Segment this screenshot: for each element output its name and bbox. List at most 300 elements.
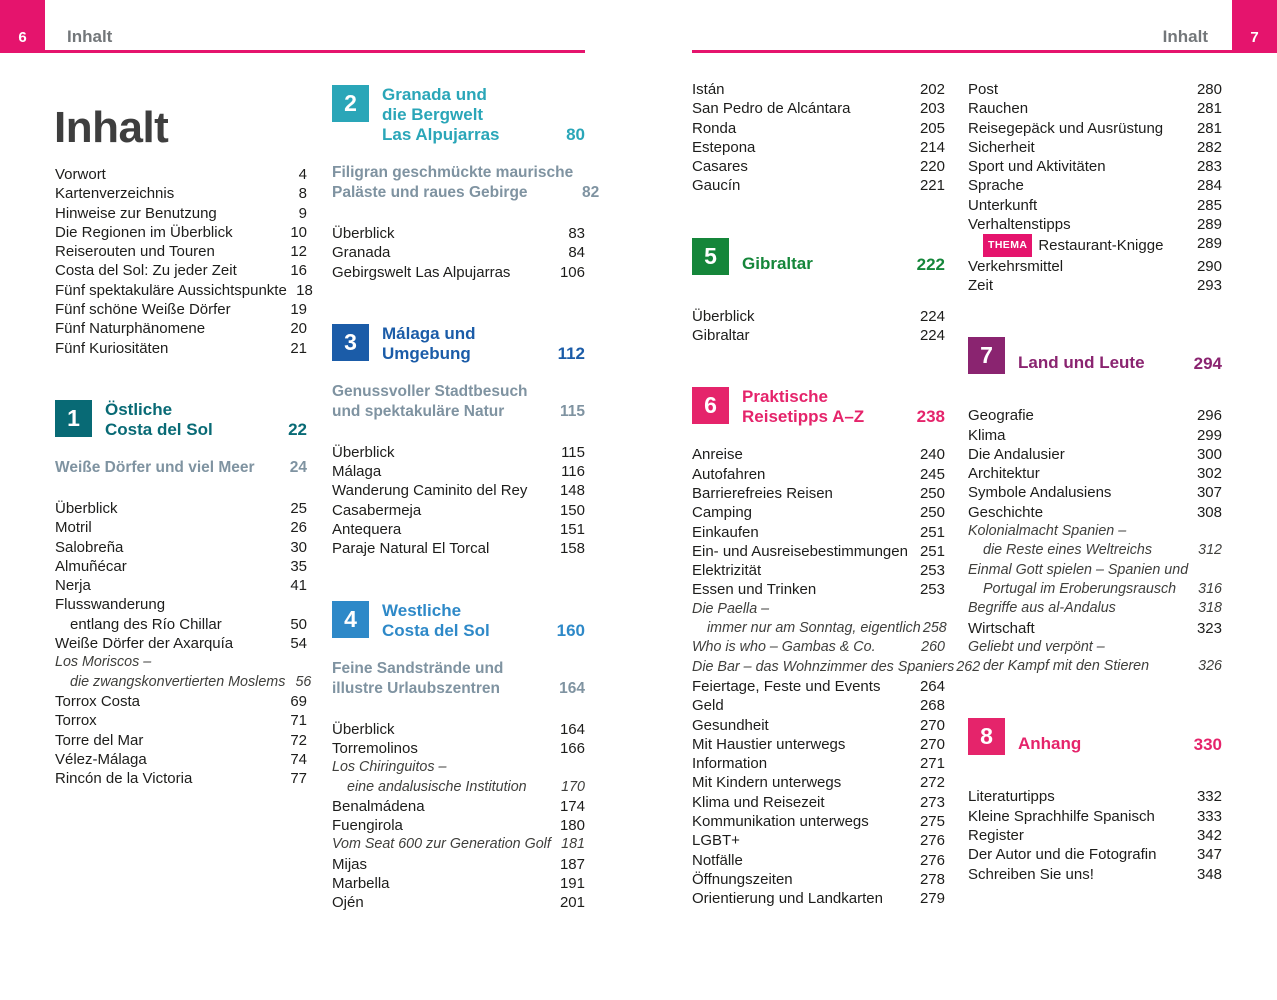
toc-entry bbox=[968, 196, 1222, 215]
toc-entry-label: Kartenverzeichnis bbox=[55, 185, 175, 203]
toc-entry-page-number: 333 bbox=[1196, 807, 1222, 825]
toc-entry bbox=[968, 176, 1222, 195]
toc-entry-label: Hinweise zur Benutzung bbox=[55, 204, 217, 222]
section-subtitle-page-number: 24 bbox=[289, 458, 307, 476]
toc-entry bbox=[692, 503, 945, 522]
toc-entry-label: entlang des Río Chillar bbox=[70, 615, 222, 633]
toc-entry-label: Estepona bbox=[692, 138, 756, 156]
toc-entry-page-number: 191 bbox=[559, 875, 585, 893]
toc-entry-label: Feiertage, Feste und Events bbox=[692, 677, 881, 695]
toc-entry-label: Ojén bbox=[332, 894, 364, 912]
toc-entry-label: Rincón de la Victoria bbox=[55, 770, 193, 788]
toc-column-3 bbox=[692, 80, 981, 909]
toc-entry bbox=[692, 542, 945, 561]
toc-entry bbox=[55, 281, 313, 300]
chapter-title bbox=[1018, 734, 1194, 755]
chapter-title-line: Las Alpujarras bbox=[382, 125, 500, 144]
chapter-heading-4 bbox=[332, 601, 585, 641]
toc-entry-label: Weiße Dörfer der Axarquía bbox=[55, 635, 234, 653]
left-header-rule bbox=[0, 50, 585, 53]
toc-entry-page-number: 307 bbox=[1196, 484, 1222, 502]
toc-entry bbox=[55, 518, 307, 537]
toc-entry-label: Salobreña bbox=[55, 538, 124, 556]
toc-entry bbox=[968, 787, 1222, 806]
toc-entry bbox=[55, 731, 307, 750]
toc-entry-page-number: 250 bbox=[919, 484, 945, 502]
toc-entry-label: Geografie bbox=[968, 407, 1034, 425]
chapter-heading-6 bbox=[692, 387, 945, 427]
toc-entry bbox=[692, 119, 945, 138]
chapter-title-line: Málaga und bbox=[382, 323, 476, 343]
toc-entry-label: Verhaltenstipps bbox=[968, 216, 1071, 234]
chapter-heading-2 bbox=[332, 85, 585, 145]
toc-entry-label: Casabermeja bbox=[332, 501, 422, 519]
toc-entry bbox=[968, 483, 1222, 502]
toc-entry-label: Reisegepäck und Ausrüstung bbox=[968, 119, 1164, 137]
section-subtitle-line: illustre Urlaubszentren bbox=[332, 679, 500, 697]
toc-entry-page-number: 285 bbox=[1196, 196, 1222, 214]
toc-entry bbox=[968, 561, 1222, 580]
toc-entry-label: Ein- und Ausreisebestimmungen bbox=[692, 542, 908, 560]
chapter-title-line: die Bergwelt bbox=[382, 105, 484, 124]
toc-entry bbox=[968, 865, 1222, 884]
toc-entry-label: Torremolinos bbox=[332, 739, 418, 757]
toc-entry bbox=[55, 692, 307, 711]
toc-entry-page-number: 54 bbox=[290, 635, 307, 653]
toc-entry-label: Schreiben Sie uns! bbox=[968, 865, 1094, 883]
toc-entry bbox=[55, 319, 307, 338]
toc-column-4 bbox=[968, 80, 1222, 884]
chapter-title-line: Praktische bbox=[742, 387, 828, 407]
toc-entry-page-number: 245 bbox=[919, 465, 945, 483]
toc-entry bbox=[692, 754, 945, 773]
toc-entry-label: Granada bbox=[332, 244, 391, 262]
toc-entry-page-number: 205 bbox=[919, 119, 945, 137]
left-page-number-box bbox=[0, 0, 45, 53]
toc-entry-label: Geld bbox=[692, 697, 724, 715]
toc-entry bbox=[332, 462, 585, 481]
toc-entry bbox=[332, 797, 585, 816]
toc-entry-page-number: 279 bbox=[919, 890, 945, 908]
toc-entry bbox=[968, 541, 1222, 560]
chapter-number-box: 1 bbox=[55, 400, 92, 437]
toc-entry bbox=[968, 845, 1222, 864]
toc-entry-label: Vorwort bbox=[55, 166, 106, 183]
toc-entry-label: eine andalusische Institution bbox=[347, 778, 527, 795]
toc-entry bbox=[332, 224, 585, 243]
toc-entry bbox=[692, 851, 945, 870]
toc-entry-page-number: 220 bbox=[919, 158, 945, 176]
toc-entry bbox=[968, 464, 1222, 483]
toc-entry-label: Kommunikation unterwegs bbox=[692, 813, 869, 831]
section-subtitle-line: Feine Sandstrände und bbox=[332, 659, 504, 677]
chapter-heading-5 bbox=[692, 238, 945, 275]
toc-entry bbox=[692, 619, 945, 638]
toc-entry bbox=[692, 580, 945, 599]
toc-entry-page-number: 56 bbox=[295, 673, 312, 690]
toc-entry-label: Unterkunft bbox=[968, 196, 1038, 214]
toc-entry-page-number: 150 bbox=[559, 501, 585, 519]
section-subtitle bbox=[332, 163, 600, 203]
toc-entry-label: Geliebt und verpönt – bbox=[968, 638, 1105, 655]
right-running-head: Inhalt bbox=[1162, 27, 1208, 46]
toc-entry-label: Motril bbox=[55, 519, 92, 537]
toc-entry-page-number: 272 bbox=[919, 774, 945, 792]
toc-entry-page-number: 221 bbox=[919, 177, 945, 195]
toc-entry-label: Who is who – Gambas & Co. bbox=[692, 639, 876, 656]
toc-entry bbox=[968, 406, 1222, 425]
toc-entry bbox=[692, 793, 945, 812]
toc-entry-page-number: 273 bbox=[919, 793, 945, 811]
chapter-number-box: 2 bbox=[332, 85, 369, 122]
toc-entry-label: Sprache bbox=[968, 177, 1024, 195]
section-subtitle-page-number: 164 bbox=[559, 679, 585, 697]
toc-entry-label: Torrox Costa bbox=[55, 692, 141, 710]
toc-entry-label: immer nur am Sonntag, eigentlich bbox=[707, 620, 921, 637]
toc-entry bbox=[968, 638, 1222, 657]
toc-entry bbox=[692, 138, 945, 157]
toc-entry bbox=[55, 711, 307, 730]
toc-entry bbox=[55, 242, 307, 261]
toc-entry bbox=[968, 426, 1222, 445]
toc-entry-label: Zeit bbox=[968, 276, 994, 294]
toc-entry bbox=[692, 889, 945, 908]
chapter-number-box: 3 bbox=[332, 324, 369, 361]
toc-entry bbox=[692, 465, 945, 484]
chapter-title-line: Anhang bbox=[1018, 734, 1082, 754]
toc-entry bbox=[968, 138, 1222, 157]
chapter-number-box: 8 bbox=[968, 718, 1005, 755]
toc-entry bbox=[692, 677, 945, 696]
toc-entry bbox=[55, 538, 307, 557]
toc-entry-label: Überblick bbox=[332, 720, 395, 738]
toc-entry-page-number: 20 bbox=[290, 320, 307, 338]
toc-entry-label: Camping bbox=[692, 504, 753, 522]
chapter-title-line: Costa del Sol bbox=[105, 419, 213, 439]
toc-entry-label: Überblick bbox=[332, 225, 395, 242]
toc-entry-page-number: 148 bbox=[559, 482, 585, 500]
toc-entry-page-number: 35 bbox=[290, 557, 307, 575]
toc-entry-label: Notfälle bbox=[692, 851, 743, 869]
toc-entry bbox=[968, 807, 1222, 826]
toc-entry bbox=[692, 326, 945, 345]
toc-entry-label: Flusswanderung bbox=[55, 596, 166, 614]
toc-entry bbox=[55, 769, 307, 788]
toc-entry-label: Kleine Sprachhilfe Spanisch bbox=[968, 807, 1155, 825]
toc-entry bbox=[55, 261, 307, 280]
toc-entry-page-number: 30 bbox=[290, 538, 307, 556]
toc-entry-page-number: 323 bbox=[1196, 619, 1222, 637]
toc-column-1 bbox=[55, 165, 313, 788]
toc-entry-page-number: 270 bbox=[919, 735, 945, 753]
toc-entry-label: Register bbox=[968, 827, 1024, 845]
toc-entry-label bbox=[968, 234, 1196, 256]
toc-entry bbox=[55, 165, 307, 184]
toc-entry-page-number: 8 bbox=[298, 185, 307, 203]
section-subtitle-line: Weiße Dörfer und viel Meer bbox=[55, 458, 255, 476]
toc-entry-label: der Kampf mit den Stieren bbox=[983, 658, 1150, 675]
toc-entry-page-number: 106 bbox=[559, 263, 585, 281]
toc-entry-label: Überblick bbox=[692, 307, 755, 325]
left-page-number: 6 bbox=[18, 29, 27, 46]
toc-entry-page-number: 69 bbox=[290, 692, 307, 710]
toc-entry-page-number: 83 bbox=[568, 225, 585, 242]
toc-entry bbox=[968, 619, 1222, 638]
toc-entry-label: Ronda bbox=[692, 119, 737, 137]
toc-entry bbox=[692, 831, 945, 850]
section-subtitle-line: Filigran geschmückte maurische bbox=[332, 164, 574, 181]
toc-entry-label: Torre del Mar bbox=[55, 731, 144, 749]
toc-entry bbox=[55, 300, 307, 319]
toc-entry-label: die zwangskonvertierten Moslems bbox=[70, 673, 286, 690]
toc-entry-page-number: 262 bbox=[956, 658, 981, 675]
toc-entry bbox=[55, 184, 307, 203]
section-subtitle bbox=[332, 659, 585, 699]
chapter-heading-8 bbox=[968, 718, 1222, 755]
chapter-title bbox=[105, 400, 288, 440]
chapter-number-box: 4 bbox=[332, 601, 369, 638]
chapter-page-number: 160 bbox=[556, 620, 585, 640]
toc-entry-label: Antequera bbox=[332, 521, 402, 539]
toc-entry-label: Gesundheit bbox=[692, 716, 769, 734]
toc-entry-label: Los Chiringuitos – bbox=[332, 759, 447, 776]
toc-entry-page-number: 268 bbox=[919, 697, 945, 715]
toc-entry bbox=[968, 276, 1222, 295]
toc-entry-page-number: 281 bbox=[1196, 100, 1222, 118]
toc-entry-page-number: 181 bbox=[561, 836, 585, 853]
toc-entry-page-number: 348 bbox=[1196, 865, 1222, 883]
chapter-page-number: 294 bbox=[1193, 354, 1222, 374]
toc-entry bbox=[968, 503, 1222, 522]
toc-entry bbox=[968, 257, 1222, 276]
toc-entry-label: Öffnungszeiten bbox=[692, 870, 793, 888]
right-page-number-box bbox=[1232, 0, 1277, 53]
toc-entry-label: Fuengirola bbox=[332, 817, 403, 835]
toc-entry bbox=[692, 157, 945, 176]
toc-entry-page-number: 289 bbox=[1196, 216, 1222, 234]
toc-entry-page-number: 332 bbox=[1196, 788, 1222, 806]
toc-entry-label: Wirtschaft bbox=[968, 619, 1035, 637]
toc-entry bbox=[332, 243, 585, 262]
section-subtitle-page-number: 115 bbox=[559, 402, 585, 420]
toc-entry bbox=[55, 576, 307, 595]
toc-entry-label: Mijas bbox=[332, 855, 368, 873]
toc-entry-page-number: 290 bbox=[1196, 257, 1222, 275]
toc-entry-label: Torrox bbox=[55, 712, 97, 730]
toc-entry-page-number: 77 bbox=[290, 770, 307, 788]
toc-entry-page-number: 164 bbox=[559, 720, 585, 738]
toc-entry-page-number: 293 bbox=[1196, 276, 1222, 294]
toc-entry-page-number: 25 bbox=[290, 499, 307, 517]
toc-entry-page-number: 299 bbox=[1196, 426, 1222, 444]
toc-entry-label: Málaga bbox=[332, 463, 382, 481]
toc-entry-page-number: 224 bbox=[919, 307, 945, 325]
toc-entry-page-number: 187 bbox=[559, 855, 585, 873]
toc-entry-label: Kolonialmacht Spanien – bbox=[968, 523, 1127, 540]
toc-entry bbox=[55, 339, 307, 358]
chapter-title bbox=[382, 324, 558, 364]
toc-column-2 bbox=[332, 85, 600, 913]
toc-entry-page-number: 281 bbox=[1196, 119, 1222, 137]
toc-entry bbox=[968, 580, 1222, 599]
chapter-page-number: 80 bbox=[566, 125, 585, 144]
chapter-number-box: 6 bbox=[692, 387, 729, 424]
toc-entry-label: Costa del Sol: Zu jeder Zeit bbox=[55, 262, 237, 280]
toc-entry bbox=[55, 223, 307, 242]
toc-entry-label: Begriffe aus al-Andalus bbox=[968, 600, 1116, 617]
section-subtitle-text bbox=[332, 163, 573, 203]
toc-entry-page-number: 296 bbox=[1196, 407, 1222, 425]
toc-entry bbox=[692, 696, 945, 715]
toc-entry-label: Literaturtipps bbox=[968, 788, 1055, 806]
toc-entry bbox=[692, 812, 945, 831]
toc-entry-page-number: 203 bbox=[919, 100, 945, 118]
chapter-title bbox=[742, 387, 917, 427]
toc-entry bbox=[332, 855, 585, 874]
toc-entry-label: San Pedro de Alcántara bbox=[692, 100, 851, 118]
toc-entry-page-number: 253 bbox=[919, 562, 945, 580]
toc-entry-label: Barrierefreies Reisen bbox=[692, 484, 833, 502]
toc-entry-label: Die Paella – bbox=[692, 600, 770, 617]
toc-entry bbox=[692, 735, 945, 754]
toc-entry-page-number: 253 bbox=[919, 581, 945, 599]
toc-entry-label: Anreise bbox=[692, 446, 743, 464]
toc-entry-page-number: 202 bbox=[919, 81, 945, 98]
toc-entry-page-number: 282 bbox=[1196, 138, 1222, 156]
toc-entry-label: Nerja bbox=[55, 577, 91, 595]
toc-entry-page-number: 201 bbox=[559, 894, 585, 912]
toc-entry-label: LGBT+ bbox=[692, 832, 740, 850]
toc-entry bbox=[55, 595, 307, 614]
right-header-rule bbox=[692, 50, 1277, 53]
toc-entry-label: Reiserouten und Touren bbox=[55, 243, 215, 261]
toc-entry bbox=[692, 445, 945, 464]
toc-entry-page-number: 342 bbox=[1196, 827, 1222, 845]
toc-entry bbox=[332, 758, 585, 777]
toc-entry bbox=[968, 215, 1222, 234]
toc-entry-label: Vélez-Málaga bbox=[55, 750, 147, 768]
page-title: Inhalt bbox=[54, 103, 169, 153]
section-subtitle bbox=[55, 458, 307, 478]
toc-entry-label: Gebirgswelt Las Alpujarras bbox=[332, 263, 511, 281]
chapter-title-line: Umgebung bbox=[382, 343, 471, 363]
toc-entry bbox=[692, 658, 981, 677]
toc-entry-label: Istán bbox=[692, 81, 725, 98]
section-subtitle-text bbox=[55, 458, 281, 478]
chapter-page-number: 22 bbox=[288, 419, 307, 439]
toc-entry-page-number: 347 bbox=[1196, 846, 1222, 864]
chapter-title-line: Land und Leute bbox=[1018, 353, 1145, 373]
toc-entry bbox=[968, 119, 1222, 138]
toc-entry-label: Einmal Gott spielen – Spanien und bbox=[968, 561, 1189, 578]
chapter-page-number: 238 bbox=[916, 407, 945, 427]
toc-entry-page-number: 26 bbox=[290, 519, 307, 537]
toc-entry bbox=[692, 638, 945, 657]
toc-entry-label: Die Bar – das Wohnzimmer des Spaniers bbox=[692, 658, 955, 675]
toc-entry bbox=[332, 443, 585, 462]
toc-entry-thema bbox=[968, 234, 1222, 256]
toc-entry-page-number: 318 bbox=[1198, 600, 1222, 617]
toc-entry bbox=[692, 523, 945, 542]
toc-entry-page-number: 258 bbox=[922, 620, 947, 637]
toc-entry-page-number: 316 bbox=[1198, 580, 1222, 597]
section-subtitle-text bbox=[332, 659, 559, 699]
toc-entry-page-number: 289 bbox=[1196, 235, 1222, 253]
toc-entry-page-number: 19 bbox=[290, 301, 307, 319]
toc-entry-page-number: 280 bbox=[1196, 81, 1222, 98]
toc-entry bbox=[55, 204, 307, 223]
chapter-number-box: 5 bbox=[692, 238, 729, 275]
toc-entry-label: Symbole Andalusiens bbox=[968, 484, 1112, 502]
toc-entry-page-number: 260 bbox=[921, 639, 945, 656]
toc-entry bbox=[332, 816, 585, 835]
toc-entry-page-number: 270 bbox=[919, 716, 945, 734]
toc-entry-page-number: 174 bbox=[559, 797, 585, 815]
toc-entry-label: Almuñécar bbox=[55, 557, 127, 575]
toc-entry bbox=[332, 263, 585, 282]
toc-entry-page-number: 240 bbox=[919, 446, 945, 464]
toc-entry bbox=[692, 484, 945, 503]
toc-entry-label: Fünf Naturphänomene bbox=[55, 320, 206, 338]
toc-entry-label: Überblick bbox=[55, 499, 118, 517]
toc-entry-page-number: 264 bbox=[919, 677, 945, 695]
toc-entry-label: Verkehrsmittel bbox=[968, 257, 1064, 275]
toc-entry-label: Gibraltar bbox=[692, 327, 750, 345]
toc-entry-page-number: 84 bbox=[568, 244, 585, 262]
chapter-heading-1 bbox=[55, 400, 307, 440]
toc-entry bbox=[692, 870, 945, 889]
toc-entry-page-number: 18 bbox=[296, 281, 313, 299]
toc-entry bbox=[968, 657, 1222, 676]
toc-entry-page-number: 278 bbox=[919, 870, 945, 888]
section-subtitle bbox=[332, 382, 585, 422]
chapter-heading-3 bbox=[332, 324, 585, 364]
toc-entry bbox=[55, 673, 312, 692]
toc-entry bbox=[332, 720, 585, 739]
right-page-number: 7 bbox=[1250, 29, 1259, 46]
toc-entry bbox=[55, 557, 307, 576]
toc-entry-label: Fünf Kuriositäten bbox=[55, 339, 169, 357]
toc-entry bbox=[692, 773, 945, 792]
toc-entry bbox=[55, 750, 307, 769]
toc-entry-label: Klima bbox=[968, 426, 1006, 444]
toc-entry bbox=[332, 835, 585, 854]
toc-entry bbox=[55, 499, 307, 518]
toc-entry-page-number: 115 bbox=[561, 443, 585, 461]
toc-entry-page-number: 224 bbox=[919, 327, 945, 345]
toc-entry bbox=[968, 99, 1222, 118]
toc-entry-label: Der Autor und die Fotografin bbox=[968, 846, 1157, 864]
toc-entry-page-number: 16 bbox=[290, 262, 307, 280]
section-subtitle-line: und spektakuläre Natur bbox=[332, 402, 505, 420]
toc-entry-page-number: 21 bbox=[290, 339, 307, 357]
toc-entry-label: Wanderung Caminito del Rey bbox=[332, 482, 528, 500]
toc-entry-label: Post bbox=[968, 81, 999, 98]
toc-entry-page-number: 251 bbox=[919, 523, 945, 541]
toc-entry-label: Klima und Reisezeit bbox=[692, 793, 825, 811]
toc-entry bbox=[968, 522, 1222, 541]
toc-entry-page-number: 180 bbox=[559, 817, 585, 835]
toc-entry-label: Information bbox=[692, 755, 768, 773]
toc-entry-label: Vom Seat 600 zur Generation Golf bbox=[332, 836, 551, 853]
toc-entry-page-number: 300 bbox=[1196, 445, 1222, 463]
toc-entry bbox=[968, 157, 1222, 176]
toc-entry-label: Orientierung und Landkarten bbox=[692, 890, 883, 908]
chapter-title bbox=[742, 254, 917, 275]
chapter-page-number: 330 bbox=[1193, 735, 1222, 755]
toc-entry bbox=[692, 561, 945, 580]
toc-entry-page-number: 151 bbox=[559, 521, 585, 539]
